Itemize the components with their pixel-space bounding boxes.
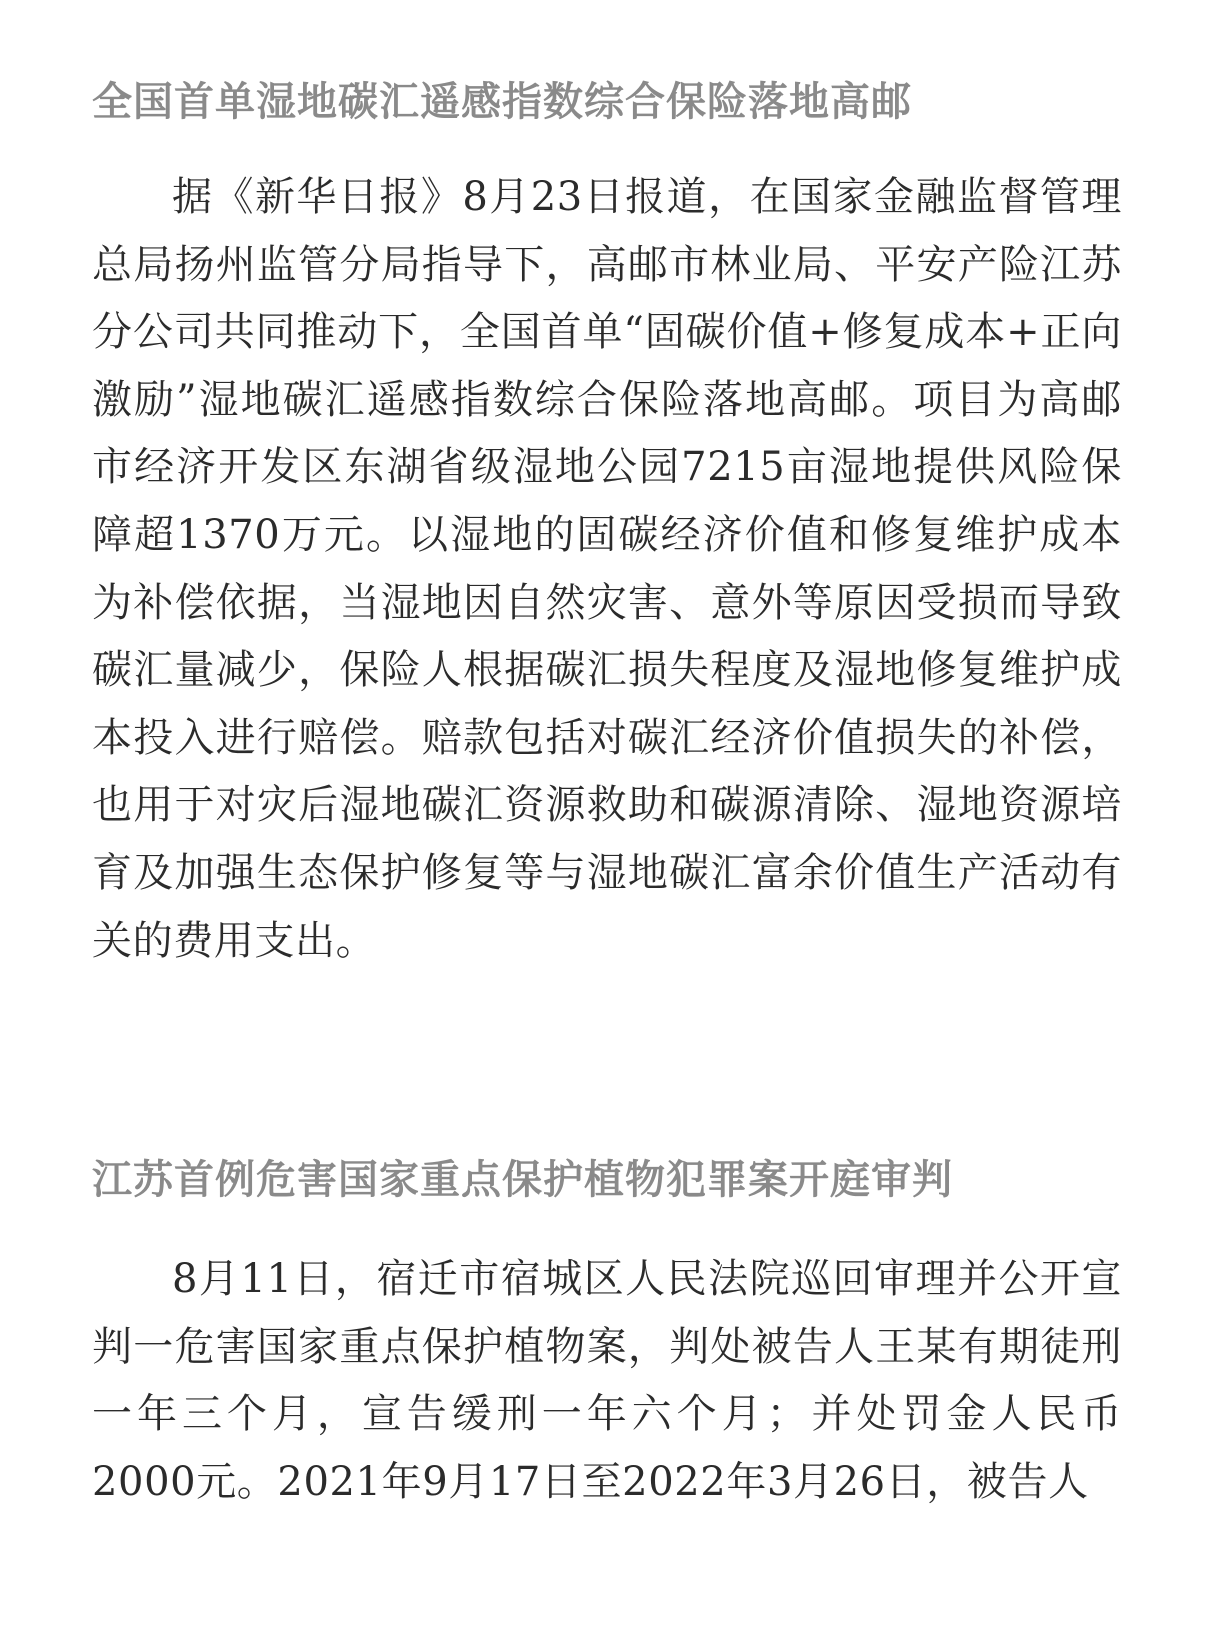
article-headline: 全国首单湿地碳汇遥感指数综合保险落地高邮	[92, 79, 912, 125]
news-article-protected-plant-case	[92, 1148, 1122, 1516]
article-headline: 江苏首例危害国家重点保护植物犯罪案开庭审判	[92, 1157, 953, 1203]
article-body: 8月11日，宿迁市宿城区人民法院巡回审理并公开宣判一危害国家重点保护植物案，判处被告人王某有期徒刑一年三个月，宣告缓刑一年六个月；并处罚金人民币2000元。2021年9月17日至2022年3月26日，被告人	[92, 1256, 1122, 1505]
news-article-wetland-carbon-insurance	[92, 70, 1122, 975]
article-body: 据《新华日报》8月23日报道，在国家金融监督管理总局扬州监管分局指导下，高邮市林业局、平安产险江苏分公司共同推动下，全国首单“固碳价值+修复成本+正向激励”湿地碳汇遥感指数综合保险落地高邮。项目为高邮市经济开发区东湖省级湿地公园7215亩湿地提供风险保障超1370万元。以湿地的固碳经济价值和修复维护成本为补偿依据，当湿地因自然灾害、意外等原因受损而导致碳汇量减少，保险人根据碳汇损失程度及湿地修复维护成本投入进行赔偿。赔款包括对碳汇经济价值损失的补偿，也用于对灾后湿地碳汇资源救助和碳源清除、湿地资源培育及加强生态保护修复等与湿地碳汇富余价值生产活动有关的费用支出。	[92, 174, 1122, 964]
